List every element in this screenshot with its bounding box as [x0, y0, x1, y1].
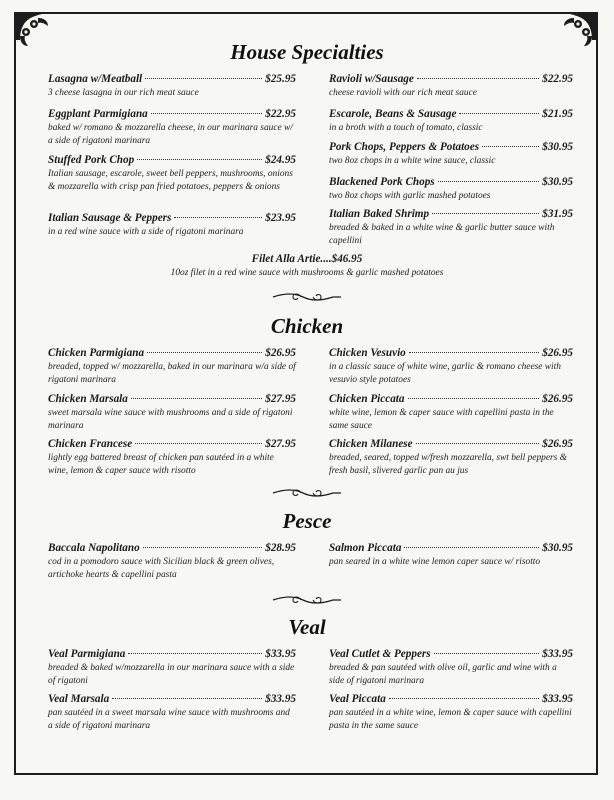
- menu-item: [48, 107, 296, 147]
- item-name: Chicken Francese: [48, 438, 133, 450]
- item-name: Eggplant Parmigiana: [48, 108, 148, 120]
- menu-item: [329, 541, 573, 569]
- menu-item: [48, 211, 296, 239]
- item-description: breaded & baked in a white wine & garlic butter sauce with capellini: [329, 223, 555, 246]
- item-price: $33.95: [542, 693, 573, 705]
- item-name: Escarole, Beans & Sausage: [329, 108, 457, 120]
- item-price: $26.95: [542, 438, 573, 450]
- item-name: Chicken Marsala: [48, 393, 128, 405]
- item-description: pan seared in a white wine lemon caper sauce w/ risotto: [329, 557, 541, 567]
- item-description: breaded & pan sautéed with olive oil, garlic and wine with a side of rigatoni marinara: [329, 663, 557, 686]
- item-name: Veal Marsala: [48, 693, 110, 705]
- menu-item: [48, 346, 296, 386]
- item-price: $22.95: [542, 73, 573, 85]
- item-description: Italian sausage, escarole, sweet bell peppers, mushrooms, onions & mozzarella with crisp pan fried potatoes, peppers & onions: [48, 169, 293, 192]
- item-price: $24.95: [265, 154, 296, 166]
- item-price: $25.95: [265, 73, 296, 85]
- item-price: $33.95: [265, 693, 296, 705]
- item-description: lightly egg battered breast of chicken pan sautéed in a white wine, lemon & caper sauce with risotto: [48, 453, 274, 476]
- item-price: $33.95: [265, 648, 296, 660]
- menu-item: [329, 175, 573, 203]
- item-price: $27.95: [265, 438, 296, 450]
- item-name: Lasagna w/Meatball: [48, 73, 143, 85]
- item-description: sweet marsala wine sauce with mushrooms and a side of rigatoni marinara: [48, 408, 293, 431]
- item-price: $26.95: [542, 393, 573, 405]
- item-description: in a classic sauce of white wine, garlic & romano cheese with vesuvio style potatoes: [329, 362, 561, 385]
- item-description: in a broth with a touch of tomato, classic: [329, 123, 483, 133]
- menu-item: [48, 692, 296, 732]
- item-price: $30.95: [542, 542, 573, 554]
- item-name: Chicken Piccata: [329, 393, 405, 405]
- item-description: cod in a pomodoro sauce with Sicilian black & green olives, artichoke hearts & capellini pasta: [48, 557, 275, 580]
- item-price: $28.95: [265, 542, 296, 554]
- menu-item: [329, 692, 573, 732]
- item-price: $23.95: [265, 212, 296, 224]
- item-name: Salmon Piccata: [329, 542, 402, 554]
- item-price: $26.95: [542, 347, 573, 359]
- scroll-divider-icon: [271, 290, 343, 304]
- item-name: Blackened Pork Chops: [329, 176, 435, 188]
- scroll-divider-icon: [271, 486, 343, 500]
- item-description: 3 cheese lasagna in our rich meat sauce: [48, 88, 199, 98]
- item-description: two 8oz chops in a white wine sauce, classic: [329, 156, 496, 166]
- item-price: $22.95: [265, 108, 296, 120]
- section-title-house: House Specialties: [230, 40, 384, 64]
- item-price: $27.95: [265, 393, 296, 405]
- menu-item: [48, 541, 296, 581]
- item-name: Chicken Parmigiana: [48, 347, 145, 359]
- menu-item: [48, 392, 296, 432]
- item-description: cheese ravioli with our rich meat sauce: [329, 88, 477, 98]
- item-description: baked w/ romano & mozzarella cheese, in our marinara sauce w/ a side of rigatoni marinara: [48, 123, 293, 146]
- menu-item: [329, 107, 573, 135]
- item-price: $33.95: [542, 648, 573, 660]
- item-name: Ravioli w/Sausage: [329, 73, 414, 85]
- item-description: breaded, seared, topped w/fresh mozzarella, swt bell peppers & fresh basil, slivered garlic pan au jus: [329, 453, 567, 476]
- menu-item: [329, 346, 573, 386]
- item-name: Italian Baked Shrimp: [329, 208, 430, 220]
- item-name: Chicken Vesuvio: [329, 347, 406, 359]
- item-name: Veal Parmigiana: [48, 648, 126, 660]
- menu-item: [329, 140, 573, 168]
- item-price: $31.95: [542, 208, 573, 220]
- section-title-chicken: Chicken: [270, 314, 344, 338]
- special-name: Filet Alla Artie....$46.95: [251, 253, 363, 265]
- item-name: Stuffed Pork Chop: [48, 154, 135, 166]
- item-name: Pork Chops, Peppers & Potatoes: [329, 141, 480, 153]
- menu-item: [48, 437, 296, 477]
- menu-item: [48, 153, 296, 193]
- item-description: two 8oz chops with garlic mashed potatoes: [329, 191, 491, 201]
- menu-item: [329, 392, 573, 432]
- menu-item: [48, 72, 296, 100]
- item-price: $30.95: [542, 176, 573, 188]
- item-price: $26.95: [265, 347, 296, 359]
- featured-special: [0, 252, 614, 280]
- item-description: breaded, topped w/ mozzarella, baked in our marinara w/a side of rigatoni marinara: [48, 362, 296, 385]
- item-name: Italian Sausage & Peppers: [48, 212, 172, 224]
- item-description: pan sautéed in a sweet marsala wine sauce with mushrooms and a side of rigatoni marinara: [48, 708, 290, 731]
- menu-item: [329, 647, 573, 687]
- item-name: Veal Piccata: [329, 693, 386, 705]
- special-description: 10oz filet in a red wine sauce with mushrooms & garlic mashed potatoes: [170, 268, 444, 278]
- item-description: pan sautéed in a white wine, lemon & caper sauce with capellini pasta in the same sauce: [329, 708, 572, 731]
- item-description: in a red wine sauce with a side of rigatoni marinara: [48, 227, 244, 237]
- item-name: Baccala Napolitano: [48, 542, 140, 554]
- item-name: Chicken Milanese: [329, 438, 413, 450]
- section-title-pesce: Pesce: [282, 509, 332, 533]
- menu-item: [329, 437, 573, 477]
- item-price: $30.95: [542, 141, 573, 153]
- item-price: $21.95: [542, 108, 573, 120]
- item-name: Veal Cutlet & Peppers: [329, 648, 431, 660]
- item-description: breaded & baked w/mozzarella in our marinara sauce with a side of rigatoni: [48, 663, 295, 686]
- item-description: white wine, lemon & caper sauce with capellini pasta in the same sauce: [329, 408, 554, 431]
- menu-item: [48, 647, 296, 687]
- menu-item: [329, 207, 573, 247]
- menu-item: [329, 72, 573, 100]
- scroll-divider-icon: [271, 593, 343, 607]
- section-title-veal: Veal: [288, 615, 326, 639]
